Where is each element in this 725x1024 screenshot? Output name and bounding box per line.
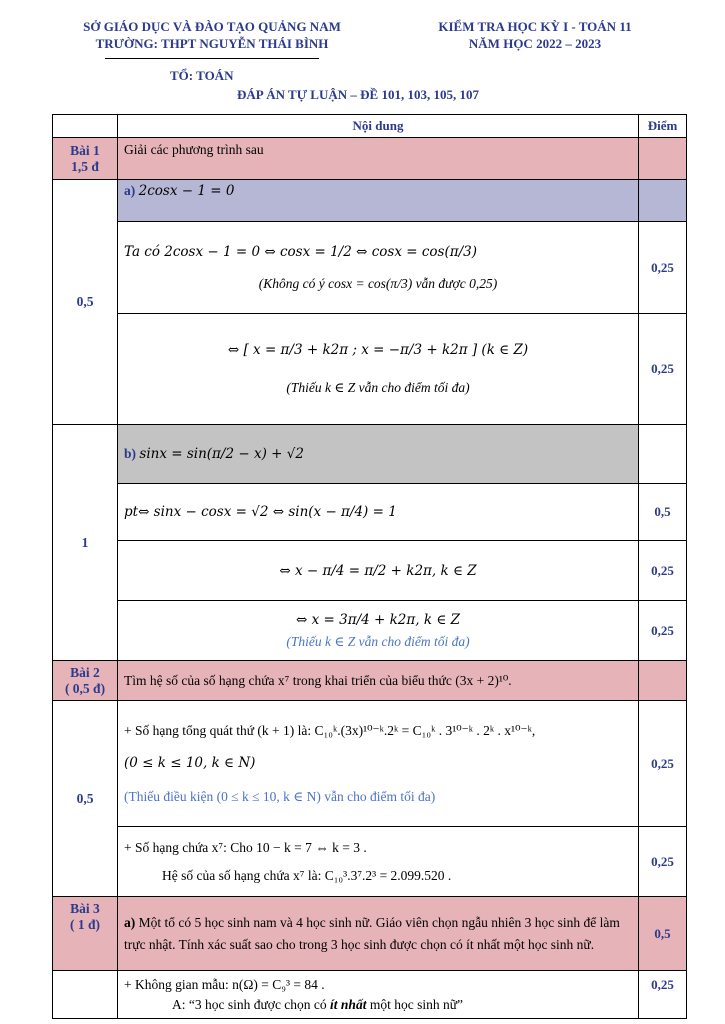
bai3-label: Bài 3 bbox=[70, 901, 100, 916]
bai1b-weight: 1 bbox=[53, 425, 118, 661]
bai3-prompt-cell bbox=[118, 897, 639, 971]
bai3-title-row bbox=[53, 897, 687, 971]
bai2-label: Bài 2 bbox=[70, 664, 100, 680]
bai1b-step2-points: 0,25 bbox=[639, 541, 687, 601]
table-header-row bbox=[53, 115, 687, 138]
bai2-title-row bbox=[53, 661, 687, 701]
bai1b-step2: ⇔ x − π/4 = π/2 + k2π, k ∈ Z bbox=[118, 541, 639, 601]
bai2-general-points: 0,25 bbox=[639, 701, 687, 827]
bai1a-weight: 0,5 bbox=[53, 180, 118, 425]
header-underline bbox=[105, 58, 319, 59]
bai1a-question bbox=[118, 180, 639, 222]
bai2-coefficient-cell bbox=[118, 827, 639, 897]
bai1a-step2-cell bbox=[118, 314, 639, 425]
bai2-general-term: + Số hạng tổng quát thứ (k + 1) là: C₁₀ᵏ.(3x)¹⁰⁻ᵏ.2ᵏ = C₁₀ᵏ . 3¹⁰⁻ᵏ . 2ᵏ . x¹⁰⁻ᵏ, bbox=[124, 722, 536, 738]
bai2-coefficient-points: 0,25 bbox=[639, 827, 687, 897]
bai2-coefficient-row bbox=[53, 827, 687, 897]
header-points: Điểm bbox=[639, 115, 687, 138]
bai2-prompt: Tìm hệ số của số hạng chứa x⁷ trong khai triển của biểu thức (3x + 2)¹⁰. bbox=[118, 661, 639, 701]
bai3-sample-space: + Không gian mẫu: n(Ω) = C₉³ = 84 . bbox=[124, 977, 325, 992]
bai1b-step2-row bbox=[53, 541, 687, 601]
bai3-sample-row bbox=[53, 971, 687, 1019]
bai2-points-cell bbox=[639, 661, 687, 701]
bai1b-step1-row bbox=[53, 484, 687, 541]
bai3-sample-cell bbox=[118, 971, 639, 1019]
bai1a-step1-row bbox=[53, 222, 687, 314]
bai2-label-cell bbox=[53, 661, 118, 701]
bai1a-note2: (Thiếu k ∈ Z vẫn cho điểm tối đa) bbox=[286, 380, 470, 395]
bai3-prompt: Một tổ có 5 học sinh nam và 4 học sinh nữ. Giáo viên chọn ngẫu nhiên 3 học sinh để làm trực nhật. Tính xác suất sao cho trong 3 học sinh được chọn có ít nhất một học sinh nữ. bbox=[124, 914, 620, 952]
answer-table bbox=[52, 114, 687, 1019]
bai1a-step1: Ta có 2cosx − 1 = 0 ⇔ cosx = 1/2 ⇔ cosx = cos(π/3) bbox=[124, 243, 477, 260]
department-of-education: SỞ GIÁO DỤC VÀ ĐÀO TẠO QUẢNG NAM bbox=[83, 19, 341, 34]
bai1-label: Bài 1 bbox=[70, 142, 100, 158]
bai1-prompt-text: Giải các phương trình sau bbox=[124, 142, 264, 157]
bai3-part-a-label: a) bbox=[124, 914, 136, 930]
bai1a-points-empty bbox=[639, 180, 687, 222]
header-content: Nội dung bbox=[118, 115, 639, 138]
bai1a-label: a) bbox=[124, 183, 136, 198]
header-right bbox=[410, 18, 660, 52]
bai1b-points-empty bbox=[639, 425, 687, 484]
answer-key-title: ĐÁP ÁN TỰ LUẬN – ĐỀ 101, 103, 105, 107 bbox=[237, 87, 479, 102]
bai2-row-weight: 0,5 bbox=[53, 701, 118, 897]
bai1a-question-row bbox=[53, 180, 687, 222]
bai3-event-a-suffix: một học sinh nữ” bbox=[366, 997, 464, 1012]
bai3-label-cell bbox=[53, 897, 118, 971]
bai2-condition: (0 ≤ k ≤ 10, k ∈ N) bbox=[124, 754, 256, 771]
bai3-empty-cell bbox=[53, 971, 118, 1019]
bai3-event-a bbox=[124, 997, 632, 1013]
bai2-x7-term: + Số hạng chứa x⁷: Cho 10 − k = 7 ⇔ k = 3 . bbox=[124, 839, 367, 855]
bai1-title-row bbox=[53, 138, 687, 180]
bai2-general-cell bbox=[118, 701, 639, 827]
bai2-weight: ( 0,5 đ) bbox=[64, 680, 106, 696]
bai1b-step1-points: 0,5 bbox=[639, 484, 687, 541]
bai1b-equation: sinx = sin(π/2 − x) + √2 bbox=[139, 446, 304, 462]
bai1-label-cell bbox=[53, 138, 118, 180]
bai1a-step2-points: 0,25 bbox=[639, 314, 687, 425]
bai3-sample-points: 0,25 bbox=[639, 971, 687, 1019]
bai1b-question bbox=[118, 425, 639, 484]
bai3-prompt-points: 0,5 bbox=[639, 897, 687, 971]
bai3-event-a-emphasis: ít nhất bbox=[330, 997, 367, 1012]
school-year: NĂM HỌC 2022 – 2023 bbox=[468, 36, 602, 51]
bai1a-step2: ⇔ [ x = π/3 + k2π ; x = −π/3 + k2π ] (k ∈ Z) bbox=[227, 342, 529, 358]
bai2-note: (Thiếu điều kiện (0 ≤ k ≤ 10, k ∈ N) vẫn cho điểm tối đa) bbox=[124, 788, 436, 804]
bai1b-question-row bbox=[53, 425, 687, 484]
school-name: TRƯỜNG: THPT NGUYỄN THÁI BÌNH bbox=[95, 36, 329, 51]
bai1a-equation: 2cosx − 1 = 0 bbox=[138, 183, 235, 199]
bai1a-step1-points: 0,25 bbox=[639, 222, 687, 314]
bai2-coefficient: Hệ số của số hạng chứa x⁷ là: C₁₀³.3⁷.2³ = 2.099.520 . bbox=[162, 867, 452, 883]
bai1b-step3: ⇔ x = 3π/4 + k2π, k ∈ Z bbox=[296, 611, 460, 628]
exam-title: KIỂM TRA HỌC KỲ I - TOÁN 11 bbox=[438, 19, 632, 34]
bai2-general-row bbox=[53, 701, 687, 827]
bai1a-step2-row bbox=[53, 314, 687, 425]
bai1-weight: 1,5 đ bbox=[71, 158, 99, 174]
header-empty-cell bbox=[53, 115, 118, 138]
bai1a-step1-cell bbox=[118, 222, 639, 314]
bai1b-note: (Thiếu k ∈ Z vẫn cho điểm tối đa) bbox=[286, 633, 470, 649]
bai1b-step3-cell bbox=[118, 601, 639, 661]
department-label: TỔ: TOÁN bbox=[170, 68, 234, 83]
bai1b-step3-row bbox=[53, 601, 687, 661]
bai1b-label: b) bbox=[124, 446, 137, 461]
bai1a-note1: (Không có ý cosx = cos(π/3) vẫn được 0,25) bbox=[258, 275, 498, 291]
bai1b-step1: pt⇔ sinx − cosx = √2 ⇔ sin(x − π/4) = 1 bbox=[118, 484, 639, 541]
bai1-prompt bbox=[118, 138, 639, 180]
bai3-event-a-prefix: A: “3 học sinh được chọn có bbox=[172, 997, 331, 1012]
bai3-weight: ( 1 đ) bbox=[70, 917, 100, 932]
bai1-points-cell bbox=[639, 138, 687, 180]
header-left bbox=[52, 18, 372, 52]
bai1b-step3-points: 0,25 bbox=[639, 601, 687, 661]
